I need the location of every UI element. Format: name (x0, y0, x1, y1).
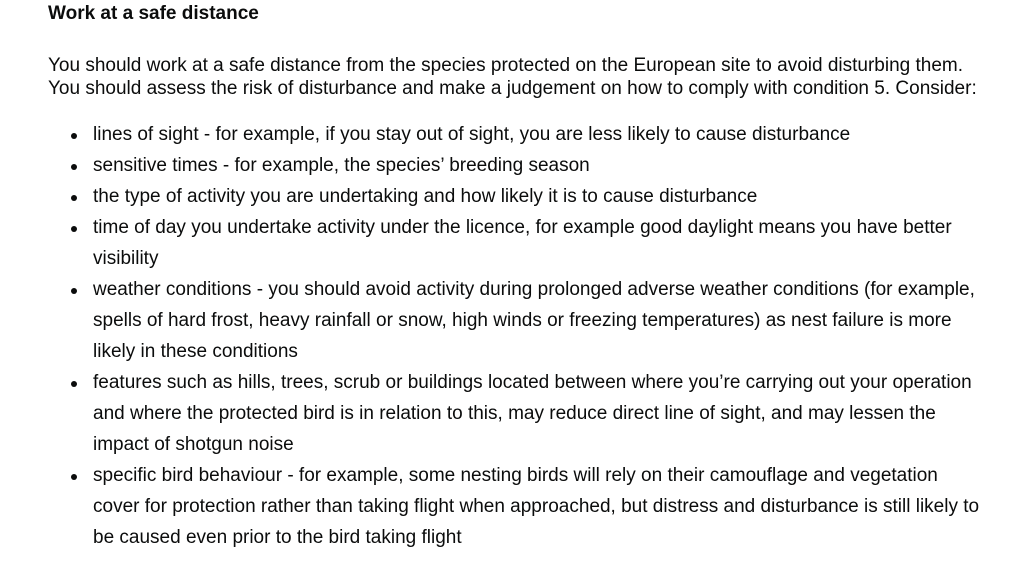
list-item (48, 150, 988, 181)
list-item (48, 367, 988, 460)
list-item (48, 460, 988, 553)
list-item-text: features such as hills, trees, scrub or buildings located between where you’re carrying out your operation and where the protected bird is in relation to this, may reduce direct line of sight, and may lessen the impact of shotgun noise (93, 372, 972, 455)
bullet-icon (71, 288, 77, 294)
list-item (48, 274, 988, 367)
section-heading: Work at a safe distance (48, 3, 259, 24)
list-item (48, 181, 988, 212)
list-item-text: weather conditions - you should avoid activity during prolonged adverse weather conditions (for example, spells of hard frost, heavy rainfall or snow, high winds or freezing temperatures) as nest failure is more likely in these conditions (93, 279, 975, 362)
bullet-icon (71, 133, 77, 139)
list-item-text: time of day you undertake activity under the licence, for example good daylight means you have better visibility (93, 217, 952, 269)
bullet-icon (71, 381, 77, 387)
list-item-text: the type of activity you are undertaking and how likely it is to cause disturbance (93, 186, 758, 207)
considerations-list (48, 119, 988, 553)
bullet-icon (71, 164, 77, 170)
bullet-icon (71, 474, 77, 480)
bullet-icon (71, 195, 77, 201)
list-item (48, 119, 988, 150)
bullet-icon (71, 226, 77, 232)
list-item (48, 212, 988, 274)
intro-paragraph: You should work at a safe distance from the species protected on the European site to avoid disturbing them. You should assess the risk of disturbance and make a judgement on how to comply with condition 5. Consider: (48, 55, 977, 99)
list-item-text: specific bird behaviour - for example, some nesting birds will rely on their camouflage and vegetation cover for protection rather than taking flight when approached, but distress and disturbance is still likely to be caused even prior to the bird taking flight (93, 465, 980, 548)
list-item-text: lines of sight - for example, if you stay out of sight, you are less likely to cause disturbance (93, 124, 851, 145)
list-item-text: sensitive times - for example, the species’ breeding season (93, 155, 590, 176)
guidance-section (48, 0, 988, 553)
